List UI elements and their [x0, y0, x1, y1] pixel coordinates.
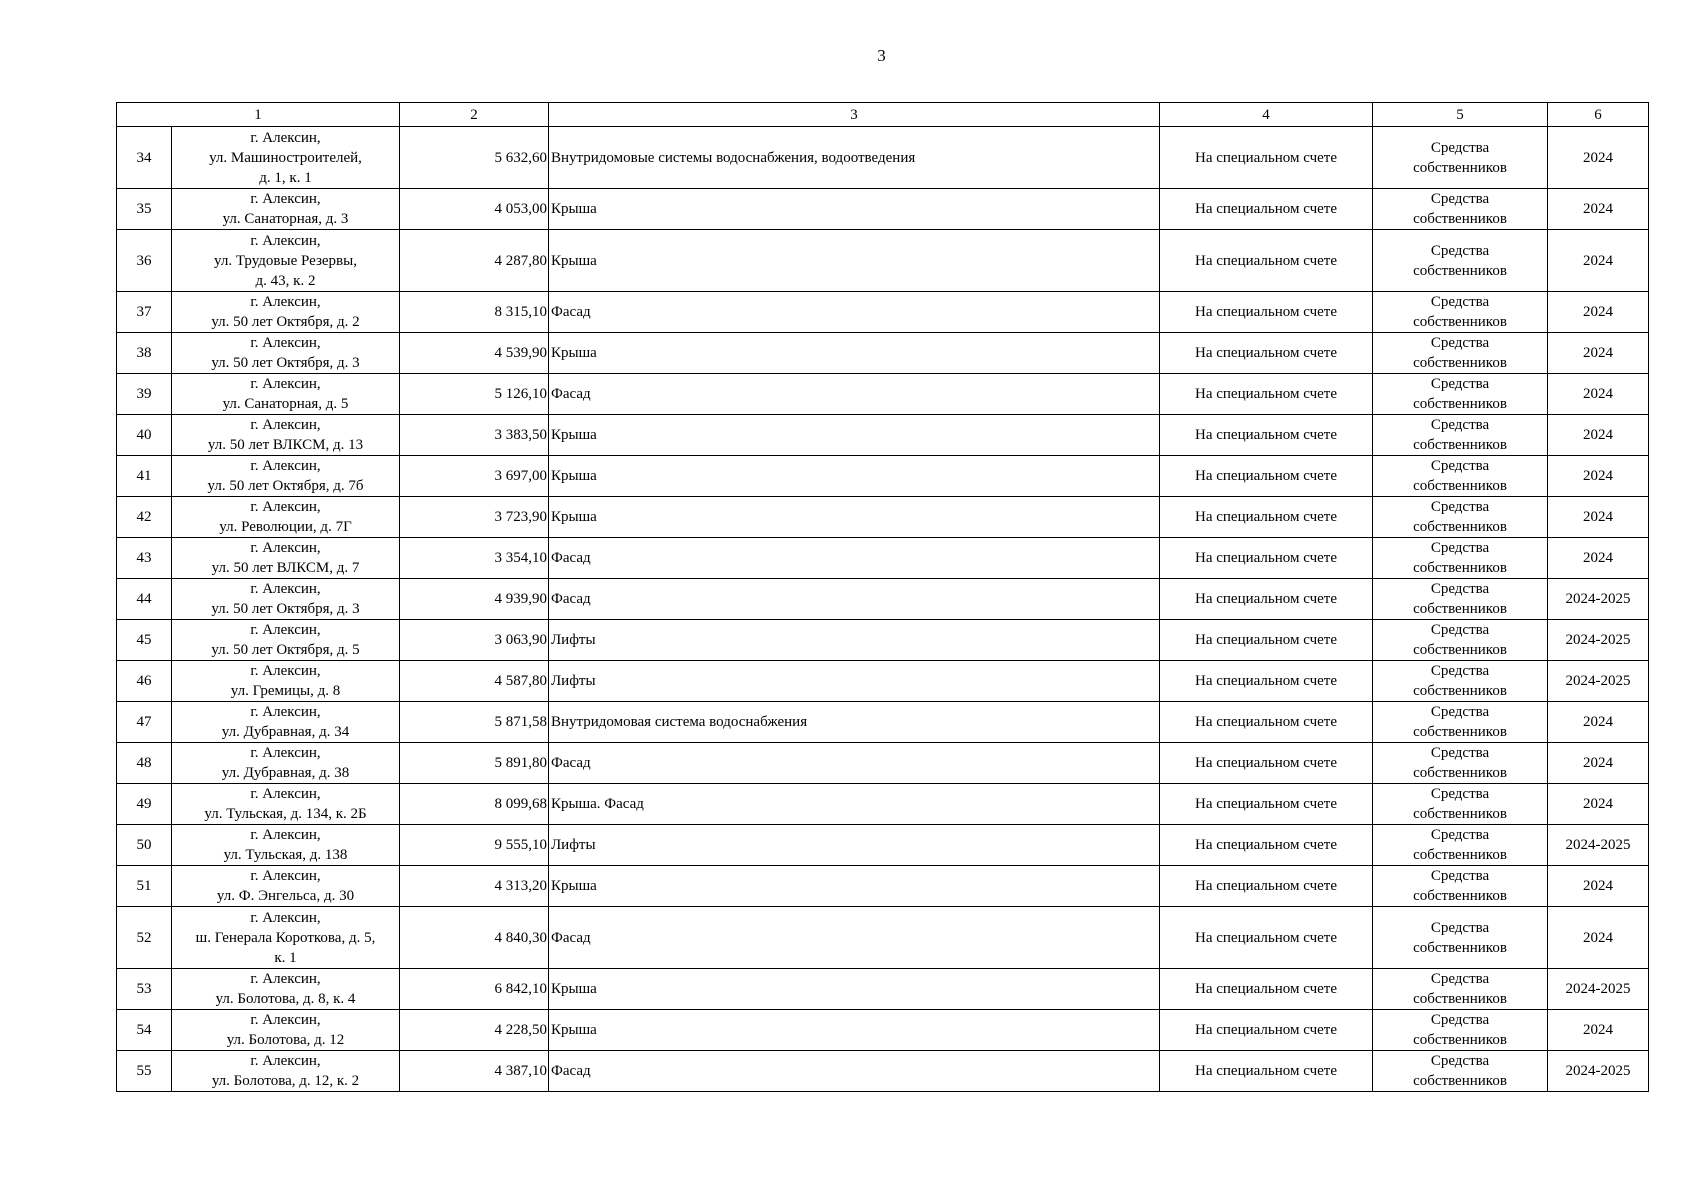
- address-cell: [172, 825, 400, 866]
- year-cell: 2024-2025: [1548, 969, 1649, 1010]
- address-cell: [172, 702, 400, 743]
- address-line: г. Алексин,: [250, 335, 321, 351]
- address-line: ул. 50 лет Октября, д. 2: [211, 314, 360, 330]
- funding-source-line: собственников: [1413, 1073, 1507, 1089]
- year-cell: 2024: [1548, 292, 1649, 333]
- cost-cell: 4 287,80: [400, 230, 549, 292]
- cost-cell: 9 555,10: [400, 825, 549, 866]
- work-type-cell: Крыша: [549, 230, 1160, 292]
- table-row: [117, 969, 1649, 1010]
- address-line: г. Алексин,: [250, 581, 321, 597]
- funding-source-line: Средства: [1430, 622, 1490, 638]
- funding-source-cell: [1373, 620, 1548, 661]
- year-cell: 2024: [1548, 127, 1649, 189]
- row-number-cell: 48: [117, 743, 172, 784]
- funding-source-line: собственников: [1413, 847, 1507, 863]
- address-line: ул. Машиностроителей,: [209, 149, 362, 166]
- table-row: [117, 579, 1649, 620]
- fund-account-cell: На специальном счете: [1160, 743, 1373, 784]
- funding-source-line: Средства: [1430, 1012, 1490, 1028]
- row-number-cell: 40: [117, 415, 172, 456]
- address-line: г. Алексин,: [250, 191, 321, 207]
- address-cell: [172, 374, 400, 415]
- table-row: [117, 230, 1649, 292]
- row-number-cell: 39: [117, 374, 172, 415]
- funding-source-line: Средства: [1430, 499, 1490, 515]
- address-line: ул. Дубравная, д. 34: [221, 724, 350, 740]
- address-line: г. Алексин,: [250, 458, 321, 474]
- cost-cell: 4 228,50: [400, 1010, 549, 1051]
- address-cell: [172, 907, 400, 969]
- work-type-cell: Крыша: [549, 497, 1160, 538]
- year-cell: 2024-2025: [1548, 620, 1649, 661]
- funding-source-line: Средства: [1430, 540, 1490, 556]
- address-line: ул. 50 лет Октября, д. 3: [211, 355, 360, 371]
- address-line: г. Алексин,: [250, 540, 321, 556]
- cost-cell: 4 539,90: [400, 333, 549, 374]
- address-line: г. Алексин,: [250, 499, 321, 515]
- work-type-cell: Лифты: [549, 661, 1160, 702]
- row-number-cell: 45: [117, 620, 172, 661]
- address-line: д. 43, к. 2: [255, 272, 316, 289]
- funding-source-cell: [1373, 969, 1548, 1010]
- address-line: ш. Генерала Короткова, д. 5,: [195, 929, 376, 946]
- table-row: [117, 189, 1649, 230]
- address-line: ул. Болотова, д. 8, к. 4: [215, 991, 356, 1007]
- table-row: [117, 702, 1649, 743]
- funding-source-cell: [1373, 374, 1548, 415]
- address-cell: [172, 456, 400, 497]
- work-type-cell: Крыша: [549, 969, 1160, 1010]
- column-header-1: 1: [117, 103, 400, 127]
- address-line: ул. Болотова, д. 12, к. 2: [211, 1073, 360, 1089]
- address-line: ул. Революции, д. 7Г: [219, 519, 352, 535]
- funding-source-cell: [1373, 1010, 1548, 1051]
- column-header-2: 2: [400, 103, 549, 127]
- funding-source-line: собственников: [1413, 396, 1507, 412]
- address-cell: [172, 969, 400, 1010]
- funding-source-line: собственников: [1413, 262, 1507, 279]
- funding-source-line: собственников: [1413, 560, 1507, 576]
- funding-source-cell: [1373, 579, 1548, 620]
- year-cell: 2024: [1548, 189, 1649, 230]
- address-line: д. 1, к. 1: [259, 169, 312, 186]
- row-number-cell: 54: [117, 1010, 172, 1051]
- year-cell: 2024: [1548, 333, 1649, 374]
- fund-account-cell: На специальном счете: [1160, 127, 1373, 189]
- funding-source-cell: [1373, 333, 1548, 374]
- funding-source-line: собственников: [1413, 211, 1507, 227]
- cost-cell: 5 891,80: [400, 743, 549, 784]
- work-type-cell: Лифты: [549, 620, 1160, 661]
- cost-cell: 4 387,10: [400, 1051, 549, 1092]
- fund-account-cell: На специальном счете: [1160, 230, 1373, 292]
- address-line: г. Алексин,: [250, 663, 321, 679]
- fund-account-cell: На специальном счете: [1160, 415, 1373, 456]
- fund-account-cell: На специальном счете: [1160, 1010, 1373, 1051]
- funding-source-line: Средства: [1430, 919, 1490, 936]
- address-line: г. Алексин,: [250, 868, 321, 884]
- row-number-cell: 34: [117, 127, 172, 189]
- fund-account-cell: На специальном счете: [1160, 825, 1373, 866]
- table-row: [117, 1051, 1649, 1092]
- address-line: ул. Гремицы, д. 8: [230, 683, 341, 699]
- fund-account-cell: На специальном счете: [1160, 907, 1373, 969]
- work-type-cell: Фасад: [549, 292, 1160, 333]
- address-cell: [172, 579, 400, 620]
- funding-source-cell: [1373, 127, 1548, 189]
- cost-cell: 8 099,68: [400, 784, 549, 825]
- work-type-cell: Лифты: [549, 825, 1160, 866]
- row-number-cell: 35: [117, 189, 172, 230]
- row-number-cell: 43: [117, 538, 172, 579]
- address-line: ул. Санаторная, д. 3: [222, 211, 349, 227]
- work-type-cell: Крыша: [549, 415, 1160, 456]
- table-row: [117, 538, 1649, 579]
- funding-source-line: Средства: [1430, 294, 1490, 310]
- work-type-cell: Фасад: [549, 743, 1160, 784]
- year-cell: 2024: [1548, 866, 1649, 907]
- address-line: г. Алексин,: [250, 129, 321, 146]
- address-line: к. 1: [274, 949, 297, 966]
- address-line: г. Алексин,: [250, 622, 321, 638]
- table-row: [117, 127, 1649, 189]
- header-row: [117, 103, 1649, 127]
- funding-source-line: Средства: [1430, 376, 1490, 392]
- address-line: ул. 50 лет Октября, д. 5: [211, 642, 360, 658]
- address-cell: [172, 127, 400, 189]
- row-number-cell: 36: [117, 230, 172, 292]
- funding-source-line: собственников: [1413, 806, 1507, 822]
- page-number: 3: [877, 46, 886, 65]
- table-row: [117, 333, 1649, 374]
- address-cell: [172, 1051, 400, 1092]
- year-cell: 2024-2025: [1548, 825, 1649, 866]
- address-line: г. Алексин,: [250, 971, 321, 987]
- fund-account-cell: На специальном счете: [1160, 497, 1373, 538]
- fund-account-cell: На специальном счете: [1160, 456, 1373, 497]
- address-cell: [172, 784, 400, 825]
- year-cell: 2024: [1548, 907, 1649, 969]
- cost-cell: 4 939,90: [400, 579, 549, 620]
- address-cell: [172, 743, 400, 784]
- address-cell: [172, 538, 400, 579]
- funding-source-line: собственников: [1413, 519, 1507, 535]
- cost-cell: 4 587,80: [400, 661, 549, 702]
- work-type-cell: Крыша: [549, 189, 1160, 230]
- funding-source-line: Средства: [1430, 191, 1490, 207]
- row-number-cell: 50: [117, 825, 172, 866]
- funding-source-cell: [1373, 907, 1548, 969]
- funding-source-line: Средства: [1430, 971, 1490, 987]
- work-type-cell: Крыша: [549, 1010, 1160, 1051]
- fund-account-cell: На специальном счете: [1160, 579, 1373, 620]
- address-cell: [172, 620, 400, 661]
- year-cell: 2024: [1548, 456, 1649, 497]
- column-header-5: 5: [1373, 103, 1548, 127]
- row-number-cell: 44: [117, 579, 172, 620]
- work-type-cell: Внутридомовая система водоснабжения: [549, 702, 1160, 743]
- address-line: ул. 50 лет Октября, д. 7б: [207, 478, 364, 494]
- funding-source-line: собственников: [1413, 478, 1507, 494]
- funding-source-cell: [1373, 661, 1548, 702]
- address-cell: [172, 661, 400, 702]
- address-cell: [172, 497, 400, 538]
- row-number-cell: 53: [117, 969, 172, 1010]
- table-row: [117, 1010, 1649, 1051]
- address-cell: [172, 292, 400, 333]
- address-line: г. Алексин,: [250, 704, 321, 720]
- cost-cell: 8 315,10: [400, 292, 549, 333]
- address-line: г. Алексин,: [250, 1053, 321, 1069]
- fund-account-cell: На специальном счете: [1160, 333, 1373, 374]
- work-type-cell: Фасад: [549, 579, 1160, 620]
- funding-source-line: собственников: [1413, 991, 1507, 1007]
- address-line: г. Алексин,: [250, 909, 321, 926]
- table-row: [117, 292, 1649, 333]
- year-cell: 2024: [1548, 497, 1649, 538]
- work-type-cell: Крыша: [549, 456, 1160, 497]
- funding-source-cell: [1373, 866, 1548, 907]
- row-number-cell: 46: [117, 661, 172, 702]
- fund-account-cell: На специальном счете: [1160, 1051, 1373, 1092]
- funding-source-cell: [1373, 456, 1548, 497]
- cost-cell: 6 842,10: [400, 969, 549, 1010]
- funding-source-line: Средства: [1430, 1053, 1490, 1069]
- funding-source-line: собственников: [1413, 724, 1507, 740]
- funding-source-line: Средства: [1430, 786, 1490, 802]
- address-cell: [172, 333, 400, 374]
- fund-account-cell: На специальном счете: [1160, 292, 1373, 333]
- address-line: ул. Трудовые Резервы,: [214, 252, 357, 269]
- year-cell: 2024: [1548, 230, 1649, 292]
- funding-source-cell: [1373, 292, 1548, 333]
- column-header-6: 6: [1548, 103, 1649, 127]
- address-line: ул. 50 лет ВЛКСМ, д. 13: [207, 437, 364, 453]
- funding-source-line: собственников: [1413, 314, 1507, 330]
- address-line: ул. Ф. Энгельса, д. 30: [216, 888, 355, 904]
- funding-source-cell: [1373, 415, 1548, 456]
- cost-cell: 3 383,50: [400, 415, 549, 456]
- funding-source-line: Средства: [1430, 335, 1490, 351]
- fund-account-cell: На специальном счете: [1160, 374, 1373, 415]
- funding-source-line: Средства: [1430, 242, 1490, 259]
- funding-source-line: Средства: [1430, 417, 1490, 433]
- work-type-cell: Внутридомовые системы водоснабжения, водоотведения: [549, 127, 1160, 189]
- fund-account-cell: На специальном счете: [1160, 784, 1373, 825]
- funding-source-line: собственников: [1413, 888, 1507, 904]
- cost-cell: 4 840,30: [400, 907, 549, 969]
- year-cell: 2024-2025: [1548, 1051, 1649, 1092]
- row-number-cell: 55: [117, 1051, 172, 1092]
- year-cell: 2024: [1548, 1010, 1649, 1051]
- table-row: [117, 784, 1649, 825]
- work-type-cell: Фасад: [549, 907, 1160, 969]
- year-cell: 2024: [1548, 784, 1649, 825]
- funding-source-line: Средства: [1430, 139, 1490, 156]
- cost-cell: 5 632,60: [400, 127, 549, 189]
- funding-source-line: собственников: [1413, 765, 1507, 781]
- cost-cell: 4 313,20: [400, 866, 549, 907]
- funding-source-line: Средства: [1430, 704, 1490, 720]
- work-type-cell: Крыша: [549, 866, 1160, 907]
- address-line: г. Алексин,: [250, 232, 321, 249]
- funding-source-line: Средства: [1430, 868, 1490, 884]
- cost-cell: 3 697,00: [400, 456, 549, 497]
- address-line: г. Алексин,: [250, 745, 321, 761]
- address-line: г. Алексин,: [250, 376, 321, 392]
- funding-source-cell: [1373, 189, 1548, 230]
- year-cell: 2024-2025: [1548, 661, 1649, 702]
- table-row: [117, 415, 1649, 456]
- address-line: г. Алексин,: [250, 1012, 321, 1028]
- row-number-cell: 38: [117, 333, 172, 374]
- table-row: [117, 907, 1649, 969]
- address-line: ул. 50 лет ВЛКСМ, д. 7: [211, 560, 360, 576]
- row-number-cell: 51: [117, 866, 172, 907]
- table-row: [117, 825, 1649, 866]
- cost-cell: 5 126,10: [400, 374, 549, 415]
- year-cell: 2024: [1548, 415, 1649, 456]
- column-header-3: 3: [549, 103, 1160, 127]
- address-line: ул. 50 лет Октября, д. 3: [211, 601, 360, 617]
- funding-source-line: собственников: [1413, 601, 1507, 617]
- address-line: ул. Болотова, д. 12: [226, 1032, 345, 1048]
- fund-account-cell: На специальном счете: [1160, 620, 1373, 661]
- year-cell: 2024: [1548, 702, 1649, 743]
- table-row: [117, 661, 1649, 702]
- cost-cell: 3 723,90: [400, 497, 549, 538]
- fund-account-cell: На специальном счете: [1160, 969, 1373, 1010]
- address-cell: [172, 415, 400, 456]
- cost-cell: 4 053,00: [400, 189, 549, 230]
- funding-source-cell: [1373, 230, 1548, 292]
- work-type-cell: Фасад: [549, 1051, 1160, 1092]
- row-number-cell: 42: [117, 497, 172, 538]
- work-type-cell: Крыша: [549, 333, 1160, 374]
- table-row: [117, 620, 1649, 661]
- funding-source-cell: [1373, 702, 1548, 743]
- column-header-4: 4: [1160, 103, 1373, 127]
- table-row: [117, 456, 1649, 497]
- funding-source-cell: [1373, 743, 1548, 784]
- work-type-cell: Фасад: [549, 374, 1160, 415]
- fund-account-cell: На специальном счете: [1160, 702, 1373, 743]
- work-type-cell: Фасад: [549, 538, 1160, 579]
- address-line: ул. Тульская, д. 134, к. 2Б: [204, 806, 367, 822]
- work-type-cell: Крыша. Фасад: [549, 784, 1160, 825]
- funding-source-line: собственников: [1413, 683, 1507, 699]
- funding-source-line: Средства: [1430, 581, 1490, 597]
- address-line: ул. Дубравная, д. 38: [221, 765, 350, 781]
- funding-source-cell: [1373, 497, 1548, 538]
- funding-source-cell: [1373, 825, 1548, 866]
- funding-source-cell: [1373, 538, 1548, 579]
- funding-source-line: Средства: [1430, 745, 1490, 761]
- fund-account-cell: На специальном счете: [1160, 661, 1373, 702]
- funding-source-line: Средства: [1430, 458, 1490, 474]
- address-line: г. Алексин,: [250, 294, 321, 310]
- row-number-cell: 37: [117, 292, 172, 333]
- address-line: г. Алексин,: [250, 786, 321, 802]
- funding-source-cell: [1373, 784, 1548, 825]
- funding-source-line: собственников: [1413, 939, 1507, 956]
- fund-account-cell: На специальном счете: [1160, 538, 1373, 579]
- address-cell: [172, 866, 400, 907]
- table-row: [117, 374, 1649, 415]
- row-number-cell: 49: [117, 784, 172, 825]
- address-line: г. Алексин,: [250, 417, 321, 433]
- table-row: [117, 497, 1649, 538]
- table-row: [117, 866, 1649, 907]
- address-cell: [172, 230, 400, 292]
- table-row: [117, 743, 1649, 784]
- address-line: ул. Тульская, д. 138: [223, 847, 348, 863]
- funding-source-line: собственников: [1413, 642, 1507, 658]
- cost-cell: 3 063,90: [400, 620, 549, 661]
- funding-source-line: Средства: [1430, 827, 1490, 843]
- cost-cell: 5 871,58: [400, 702, 549, 743]
- funding-source-line: собственников: [1413, 437, 1507, 453]
- row-number-cell: 52: [117, 907, 172, 969]
- cost-cell: 3 354,10: [400, 538, 549, 579]
- repair-plan-table: [116, 102, 1649, 1092]
- funding-source-line: собственников: [1413, 355, 1507, 371]
- address-line: ул. Санаторная, д. 5: [222, 396, 349, 412]
- funding-source-line: собственников: [1413, 159, 1507, 176]
- address-cell: [172, 189, 400, 230]
- funding-source-line: Средства: [1430, 663, 1490, 679]
- funding-source-cell: [1373, 1051, 1548, 1092]
- address-line: г. Алексин,: [250, 827, 321, 843]
- row-number-cell: 47: [117, 702, 172, 743]
- year-cell: 2024: [1548, 538, 1649, 579]
- year-cell: 2024-2025: [1548, 579, 1649, 620]
- fund-account-cell: На специальном счете: [1160, 866, 1373, 907]
- row-number-cell: 41: [117, 456, 172, 497]
- year-cell: 2024: [1548, 374, 1649, 415]
- address-cell: [172, 1010, 400, 1051]
- fund-account-cell: На специальном счете: [1160, 189, 1373, 230]
- year-cell: 2024: [1548, 743, 1649, 784]
- funding-source-line: собственников: [1413, 1032, 1507, 1048]
